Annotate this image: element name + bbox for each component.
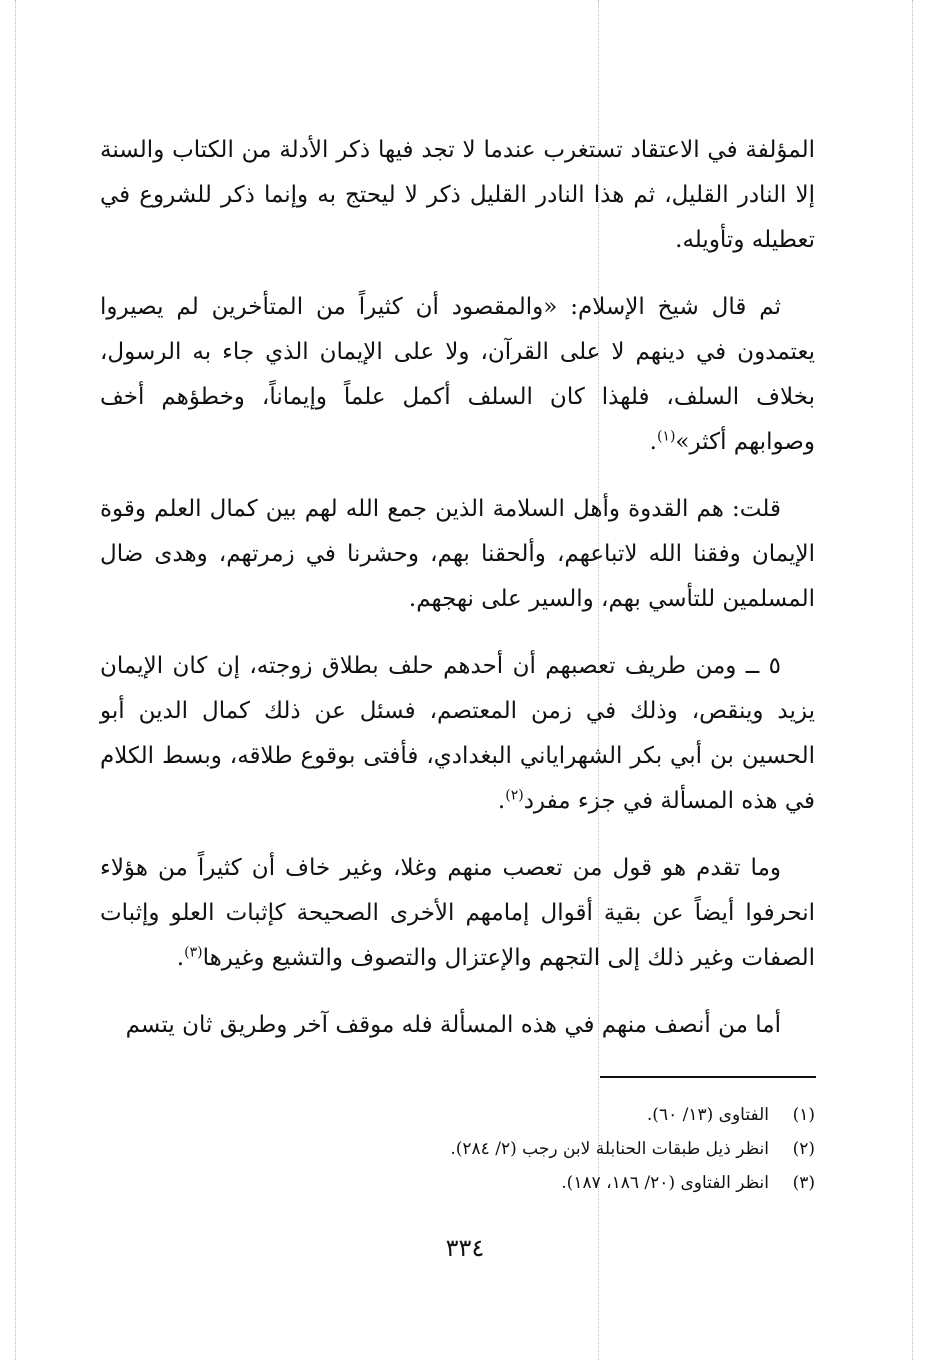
paragraph-text: ثم قال شيخ الإسلام: «والمقصود أن كثيراً من المتأخرين لم يصيروا يعتمدون في دينهم لا على القرآن، ولا على الإيمان الذي جاء به الرسول، بخلاف السلف، فلهذا كان السلف أكمل علماً وإيماناً، وخطؤهم أخف وصوابهم أكثر» (100, 294, 815, 455)
footnote-2 (300, 1132, 815, 1166)
scan-guide-line-left (15, 0, 16, 1360)
footnote-marker: (٣) (184, 944, 203, 961)
footnote-marker: (١) (656, 428, 676, 445)
footnote-number: (١) (792, 1105, 815, 1125)
paragraph-4: ٥ ــ ومن طريف تعصبهم أن أحدهم حلف بطلاق زوجته، إن كان الإيمان يزيد وينقص، وذلك في زمن المعتصم، فسئل عن ذلك كمال الدين أبو الحسين بن أبي بكر الشهراياني البغدادي، فأفتى بوقوع طلاقه، وبسط الكلام في هذه المسألة في جزء مفرد$^{(٢)}$. (100, 653, 815, 814)
paragraph-text: أما من أنصف منهم في هذه المسألة فله موقف آخر وطريق ثان يتسم (125, 1012, 781, 1038)
footnote-text: الفتاوى (١٣/ ٦٠). (646, 1105, 769, 1125)
paragraph-text: المؤلفة في الاعتقاد تستغرب عندما لا تجد فيها ذكر الأدلة من الكتاب والسنة إلا النادر القليل، ثم هذا النادر القليل ذكر لا ليحتج به وإنما ذكر للشروع في تعطيله وتأويله. (100, 137, 815, 253)
paragraph-3 (100, 487, 815, 622)
footnote-number: (٣) (792, 1173, 815, 1193)
paragraph-text: وما تقدم هو قول من تعصب منهم وغلا، وغير خاف أن كثيراً من هؤلاء انحرفوا أيضاً عن بقية أقوال إمامهم الأخرى الصحيحة كإثبات العلو وإثبات الصفات وغير ذلك إلى التجهم والإعتزال والتصوف والتشيع وغيرها (100, 855, 815, 971)
paragraph-2: ثم قال شيخ الإسلام: «والمقصود أن كثيراً من المتأخرين لم يصيروا يعتمدون في دينهم لا على القرآن، ولا على الإيمان الذي جاء به الرسول، بخلاف السلف، فلهذا كان السلف أكمل علماً وإيماناً، وخطؤهم أخف وصوابهم أكثر»$^{(١)}$. (100, 294, 815, 455)
paragraph-6 (100, 1003, 815, 1048)
footnote-3 (300, 1166, 815, 1200)
page-body (100, 128, 815, 1070)
paragraph-text: ٥ ــ ومن طريف تعصبهم أن أحدهم حلف بطلاق زوجته، إن كان الإيمان يزيد وينقص، وذلك في زمن المعتصم، فسئل عن ذلك كمال الدين أبو الحسين بن أبي بكر الشهراياني البغدادي، فأفتى بوقوع طلاقه، وبسط الكلام في هذه المسألة في جزء مفرد (100, 653, 815, 814)
footnote-number: (٢) (792, 1139, 815, 1159)
paragraph-5: وما تقدم هو قول من تعصب منهم وغلا، وغير خاف أن كثيراً من هؤلاء انحرفوا أيضاً عن بقية أقوال إمامهم الأخرى الصحيحة كإثبات العلو وإثبات الصفات وغير ذلك إلى التجهم والإعتزال والتصوف والتشيع وغيرها$^{(٣)}$. (100, 855, 815, 971)
scan-guide-line-right (912, 0, 913, 1360)
paragraph-text: قلت: هم القدوة وأهل السلامة الذين جمع الله لهم بين كمال العلم وقوة الإيمان وفقنا الله لاتباعهم، وألحقنا بهم، وحشرنا في زمرتهم، وهدى ضال المسلمين للتأسي بهم، والسير على نهجهم. (100, 496, 815, 612)
footnote-divider (600, 1076, 816, 1078)
footnote-text: انظر ذيل طبقات الحنابلة لابن رجب (٢/ ٢٨٤). (450, 1139, 769, 1159)
paragraph-1 (100, 128, 815, 263)
footnotes (300, 1098, 815, 1200)
footnote-1 (300, 1098, 815, 1132)
footnote-text: انظر الفتاوى (٢٠/ ١٨٦، ١٨٧). (561, 1173, 769, 1193)
page-number: ٣٣٤ (445, 1234, 485, 1262)
footnote-marker: (٢) (505, 787, 524, 804)
